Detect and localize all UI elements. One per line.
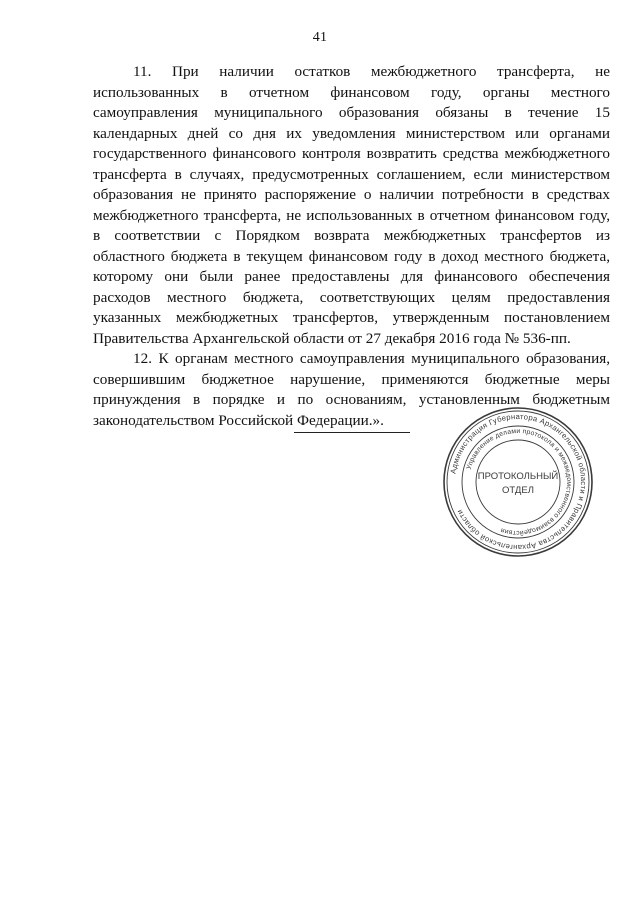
stamp-inner-ring-text: Управление делами протокола и межведомственного взаимодействия	[465, 427, 573, 537]
stamp-outer-ring-text: Администрация Губернатора Архангельской области и Правительства Архангельской области	[448, 411, 589, 553]
page-number: 41	[312, 30, 328, 45]
paragraph-11: 11. При наличии остатков межбюджетного трансферта, не использованных в отчетном финансовом году, органы местного самоуправления муниципального образования обязаны в течение 15 календарных дней со дня их уведомления министерством или органами государственного финансового контроля возвратить средства межбюджетного трансферта в случаях, предусмотренных соглашением, если министерством образования не принято распоряжение о наличии потребности в средствах межбюджетного трансферта, не использованных в отчетном финансовом году, в соответствии с Порядком возврата межбюджетных трансфертов из областного бюджета в текущем финансовом году в доход местного бюджета, которому они были ранее предоставлены для финансового обеспечения расходов местного бюджета, соответствующих целям предоставления указанных межбюджетных трансфертов, утвержденным постановлением Правительства Архангельской области от 27 декабря 2016 года № 536-пп.	[93, 63, 610, 347]
stamp-center-line-1: ПРОТОКОЛЬНЫЙ	[477, 471, 559, 482]
official-stamp	[440, 404, 596, 560]
stamp-seal-icon	[440, 404, 596, 560]
stamp-center-line-2: ОТДЕЛ	[502, 485, 534, 496]
paragraph-12: 12. К органам местного самоуправления муниципального образования, совершившим бюджетное нарушение, применяются бюджетные меры принуждения в порядке и по основаниям, установленным бюджетным законодательством Российской Федерации.».	[93, 350, 610, 429]
end-separator-line	[294, 432, 410, 433]
svg-text:Управление делами протокола и	[466, 428, 572, 537]
document-body	[93, 62, 610, 431]
